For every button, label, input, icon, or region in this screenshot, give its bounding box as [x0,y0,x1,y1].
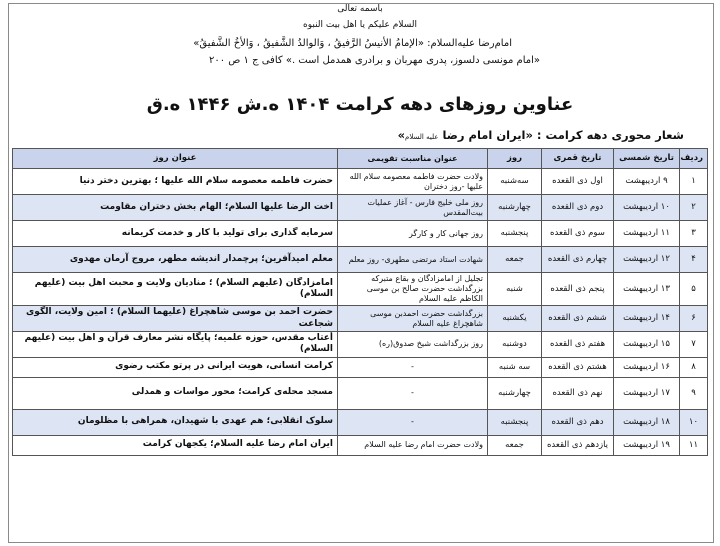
row-day-title: ایران امام رضا علیه السلام؛ یکجهان کرامت [13,435,338,455]
row-weekday: جمعه [488,247,542,273]
row-calendar-event: تجلیل از امامزادگان و بقاع متبرکه بزرگداشت حضرت صالح بن موسی الکاظم علیه السلام [338,273,488,306]
row-weekday: پنجشنبه [488,221,542,247]
row-qamari-date: دوم ذی القعده [542,195,614,221]
slogan-honorific: علیه السلام [405,133,439,141]
row-num: ۲ [680,195,708,221]
table-row [13,377,708,409]
row-num: ۳ [680,221,708,247]
hadith-quote-arabic: امام‌رضا علیه‌السلام: «الإمامُ الأنیسُ الرَّفیقُ ، وَالوالدُ الشَّفیقُ ، وَالأخُ الشَّفیقُ» [193,38,512,49]
row-calendar-event: ولادت حضرت امام رضا علیه السلام [338,435,488,455]
row-weekday: پنجشنبه [488,409,542,435]
row-qamari-date: نهم ذی القعده [542,377,614,409]
slogan-prefix: شعار محوری دهه کرامت : «ایران امام رضا [438,128,684,142]
row-day-title: سلوک انقلابی؛ هم عهدی با شهیدان، همراهی با مظلومان [13,409,338,435]
row-shamsi-date: ۹ اردیبهشت [614,169,680,195]
header-event: عنوان مناسبت تقویمی [338,149,488,169]
page-title: عناوین روزهای دهه کرامت ۱۴۰۴ ه.ش ۱۴۴۶ ه.ق [146,94,574,115]
row-calendar-event: شهادت استاد مرتضی مطهری- روز معلم [338,247,488,273]
row-num: ۱ [680,169,708,195]
schedule-table [12,148,708,456]
row-num: ۴ [680,247,708,273]
row-day-title: معلم امیدآفرین؛ پرچمدار اندیشه مطهر، مروج آرمان مهدوی [13,247,338,273]
row-weekday: دوشنبه [488,332,542,358]
row-calendar-event: روز ملی خلیج فارس - آغاز عملیات بیت‌المقدس [338,195,488,221]
salam-line: السلام علیکم یا اهل بیت النبوه [303,20,417,30]
row-calendar-event: روز بزرگداشت شیخ صدوق(ره) [338,332,488,358]
hadith-quote-translation: «امام مونسی دلسوز، پدری مهربان و برادری همدمل است .» کافی ج ۱ ص ۲۰۰ [208,55,540,66]
row-num: ۵ [680,273,708,306]
row-num: ۸ [680,357,708,377]
row-qamari-date: هفتم ذی القعده [542,332,614,358]
row-weekday: شنبه [488,273,542,306]
header-shamsi: تاریخ شمسی [614,149,680,169]
row-qamari-date: ششم ذی القعده [542,306,614,332]
row-weekday: چهارشنبه [488,377,542,409]
row-shamsi-date: ۱۰ اردیبهشت [614,195,680,221]
table-row [13,221,708,247]
row-qamari-date: یازدهم ذی القعده [542,435,614,455]
slogan-line [398,128,684,142]
header-num: ردیف [680,149,708,169]
row-calendar-event: ولادت حضرت فاطمه معصومه سلام الله علیها -روز دختران [338,169,488,195]
row-day-title: اخت الرضا علیها السلام؛ الهام بخش دختران مقاومت [13,195,338,221]
table-row [13,195,708,221]
row-qamari-date: دهم ذی القعده [542,409,614,435]
row-num: ۱۱ [680,435,708,455]
table-row [13,435,708,455]
row-calendar-event: بزرگداشت حضرت احمدبن موسی شاهچراغ علیه السلام [338,306,488,332]
header-day: روز [488,149,542,169]
row-weekday: سه شنبه [488,357,542,377]
row-shamsi-date: ۱۱ اردیبهشت [614,221,680,247]
row-qamari-date: پنجم ذی القعده [542,273,614,306]
row-calendar-event: - [338,357,488,377]
row-weekday: چهارشنبه [488,195,542,221]
header-qamari: تاریخ قمری [542,149,614,169]
row-qamari-date: هشتم ذی القعده [542,357,614,377]
table-row [13,247,708,273]
row-shamsi-date: ۱۹ اردیبهشت [614,435,680,455]
row-shamsi-date: ۱۸ اردیبهشت [614,409,680,435]
row-calendar-event: - [338,377,488,409]
row-calendar-event: روز جهانی کار و کارگر [338,221,488,247]
row-shamsi-date: ۱۴ اردیبهشت [614,306,680,332]
row-day-title: مسجد محله‌ی کرامت؛ محور مواسات و همدلی [13,377,338,409]
row-day-title: حضرت فاطمه معصومه سلام الله علیها ؛ بهترین دختر دنیا [13,169,338,195]
row-shamsi-date: ۱۲ اردیبهشت [614,247,680,273]
row-weekday: جمعه [488,435,542,455]
header-day-title: عنوان روز [13,149,338,169]
table-body [13,169,708,456]
row-shamsi-date: ۱۵ اردیبهشت [614,332,680,358]
row-day-title: حضرت احمد بن موسی شاهچراغ (علیهما السلام) ؛ امین ولایت، الگوی شجاعت [13,306,338,332]
row-num: ۹ [680,377,708,409]
row-day-title: سرمایه گذاری برای تولید با کار و خدمت کریمانه [13,221,338,247]
table-row [13,357,708,377]
row-num: ۷ [680,332,708,358]
row-calendar-event: - [338,409,488,435]
table-row [13,169,708,195]
row-day-title: امامزادگان (علیهم السلام) ؛ منادیان ولایت و محبت اهل بیت (علیهم السلام) [13,273,338,306]
row-shamsi-date: ۱۷ اردیبهشت [614,377,680,409]
table-row [13,409,708,435]
row-num: ۶ [680,306,708,332]
table-row [13,306,708,332]
table-row [13,332,708,358]
row-weekday: سه‌شنبه [488,169,542,195]
row-qamari-date: چهارم ذی القعده [542,247,614,273]
row-shamsi-date: ۱۳ اردیبهشت [614,273,680,306]
row-day-title: کرامت انسانی، هویت ایرانی در پرتو مکتب رضوی [13,357,338,377]
row-weekday: یکشنبه [488,306,542,332]
row-qamari-date: اول ذی القعده [542,169,614,195]
row-qamari-date: سوم ذی القعده [542,221,614,247]
slogan-suffix: » [397,128,406,142]
row-shamsi-date: ۱۶ اردیبهشت [614,357,680,377]
row-day-title: أعتاب مقدس، حوزه علمیه؛ پایگاه نشر معارف قرآن و اهل بیت (علیهم السلام) [13,332,338,358]
row-num: ۱۰ [680,409,708,435]
table-row [13,273,708,306]
basmala-heading: باسمه تعالی [337,4,383,14]
table-header-row [13,149,708,169]
